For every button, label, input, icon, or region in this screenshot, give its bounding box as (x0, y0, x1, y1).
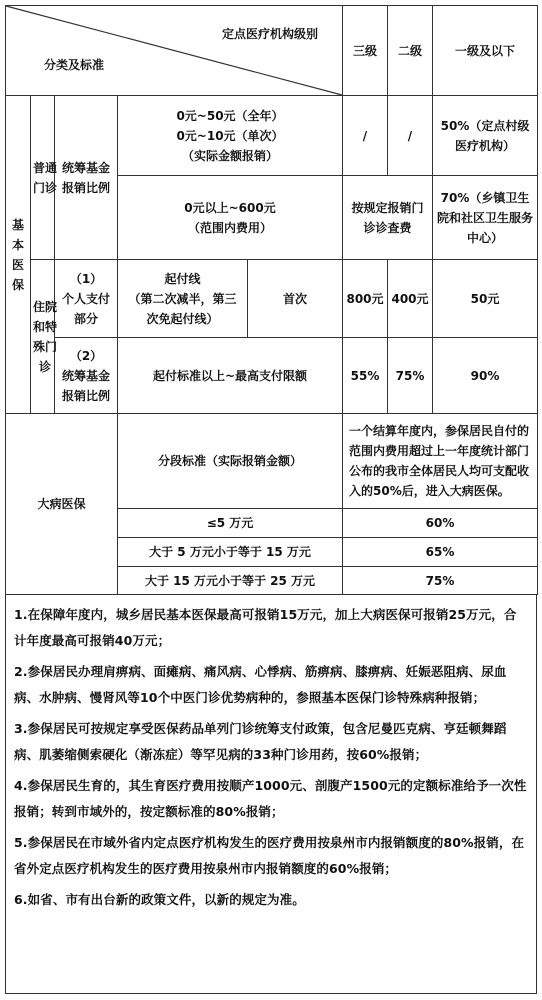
outpatient-tier23-2: 按规定报销门诊诊查费 (343, 176, 433, 260)
self-pay-tier3: 800元 (343, 260, 388, 338)
note-item: 5.参保居民在市域外省内定点医疗机构发生的医疗费用按泉州市内报销额度的80%报销，在省外定点医疗机构发生的医疗费用按泉州市内报销额度的60%报销； (14, 835, 525, 876)
tier3-header: 三级 (343, 6, 388, 96)
critical-band-range: 大于 15 万元小于等于 25 万元 (118, 567, 343, 595)
outpatient-label: 普通门诊 (31, 96, 55, 260)
inpatient-pooled-row (6, 338, 538, 414)
self-pay-tier1: 50元 (433, 260, 538, 338)
note-item: 6.如省、市有出台新的政策文件，以新的规定为准。 (14, 892, 305, 907)
tier1-header: 一级及以下 (433, 6, 538, 96)
outpatient-standard-1: 0元~50元（全年） 0元~10元（单次） （实际金额报销） (118, 96, 343, 176)
outpatient-pooled-label: 统筹基金报销比例 (55, 96, 118, 260)
critical-band-range: 大于 5 万元小于等于 15 万元 (118, 538, 343, 567)
pooled-tier3: 55% (343, 338, 388, 414)
critical-segment-label: 分段标准（实际报销金额） (118, 414, 343, 509)
self-pay-label: （1） 个人支付 部分 (55, 260, 118, 338)
critical-band-rate: 65% (343, 538, 538, 567)
pooled-standard: 起付标准以上~最高支付限额 (118, 338, 343, 414)
level-header: 定点医疗机构级别 (221, 27, 318, 41)
first-time-label: 首次 (248, 260, 343, 338)
deductible-label: 起付线 （第二次减半，第三 次免起付线） (118, 260, 248, 338)
inpatient-self-pay-row (6, 260, 538, 338)
outpatient-row-1 (6, 96, 538, 176)
note-item: 4.参保居民生育的，其生育医疗费用按顺产1000元、剖腹产1500元的定额标准给予一次性报销；转到市域外的，按定额标准的80%报销； (14, 778, 527, 819)
critical-description: 一个结算年度内，参保居民自付的范围内费用超过上一年度统计部门公布的我市全体居民人均可支配收入的50%后，进入大病医保。 (343, 414, 538, 509)
critical-segment-row (6, 414, 538, 509)
pooled-tier1: 90% (433, 338, 538, 414)
critical-band-range: ≤5 万元 (118, 509, 343, 538)
outpatient-standard-2: 0元以上~600元 （范围内费用） (118, 176, 343, 260)
note-item: 2.参保居民办理肩痹病、面瘫病、痛风病、心悸病、筋痹病、膝痹病、妊娠恶阻病、尿血病、水肿病、慢肾风等10个中医门诊优势病种的，参照基本医保门诊特殊病种报销； (14, 664, 507, 705)
tier2-header: 二级 (388, 6, 433, 96)
outpatient-tier1-1: 50%（定点村级医疗机构） (433, 96, 538, 176)
outpatient-tier3-1: / (343, 96, 388, 176)
critical-band-rate: 60% (343, 509, 538, 538)
outpatient-tier1-2: 70%（乡镇卫生院和社区卫生服务中心） (433, 176, 538, 260)
pooled-tier2: 75% (388, 338, 433, 414)
note-item: 1.在保障年度内，城乡居民基本医保最高可报销15万元，加上大病医保可报销25万元，合计年度最高可报销40万元； (14, 607, 517, 648)
note-item: 3.参保居民可按规定享受医保药品单列门诊统筹支付政策，包含尼曼匹克病、亨廷顿舞蹈病、肌萎缩侧索硬化（渐冻症）等罕见病的33种门诊用药，按60%报销； (14, 721, 507, 762)
basic-insurance-label: 基本医保 (6, 96, 31, 414)
category-header: 分类及标准 (44, 58, 105, 72)
critical-band-rate: 75% (343, 567, 538, 595)
header-diagonal-cell (6, 6, 343, 96)
notes-section (5, 594, 537, 994)
inpatient-label: 住院和特殊门诊 (31, 260, 55, 414)
reimbursement-table (5, 5, 538, 595)
pooled-label: （2） 统筹基金 报销比例 (55, 338, 118, 414)
outpatient-tier2-1: / (388, 96, 433, 176)
header-row (6, 6, 538, 96)
self-pay-tier2: 400元 (388, 260, 433, 338)
critical-insurance-label: 大病医保 (6, 414, 118, 595)
